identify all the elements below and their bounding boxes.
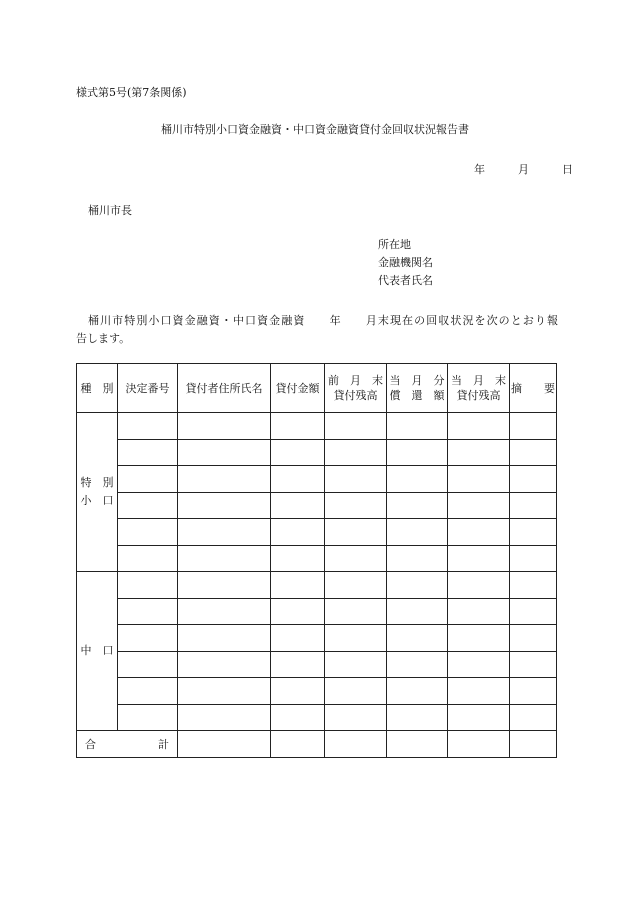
table-cell[interactable] [448, 439, 510, 466]
repayment-status-table [76, 363, 557, 758]
total-row [77, 731, 557, 758]
table-cell[interactable] [510, 439, 557, 466]
table-cell[interactable] [448, 413, 510, 440]
table-cell[interactable] [178, 625, 271, 652]
header-repayment [387, 364, 448, 413]
table-cell[interactable] [387, 413, 448, 440]
header-repayment-line1: 当 月 分 [389, 374, 445, 387]
header-decision-number: 決定番号 [118, 364, 178, 413]
table-row [77, 678, 557, 705]
table-cell[interactable] [325, 625, 387, 652]
table-cell[interactable] [510, 678, 557, 705]
table-cell[interactable] [271, 519, 325, 546]
header-loan-amount: 貸付金額 [271, 364, 325, 413]
table-cell[interactable] [118, 572, 178, 599]
date-month: 月 [518, 163, 529, 176]
table-cell[interactable] [178, 466, 271, 493]
table-cell[interactable] [118, 598, 178, 625]
category-special-line2: 小 口 [80, 494, 114, 507]
table-cell[interactable] [178, 651, 271, 678]
table-cell[interactable] [178, 492, 271, 519]
category-special-line1: 特 別 [80, 476, 114, 489]
document-title: 桶川市特別小口資金融資・中口資金融資貸付金回収状況報告書 [161, 123, 469, 136]
table-cell[interactable] [325, 492, 387, 519]
table-cell[interactable] [448, 704, 510, 731]
table-cell[interactable] [271, 413, 325, 440]
table-cell[interactable] [271, 678, 325, 705]
table-cell[interactable] [387, 572, 448, 599]
total-prev-balance-cell[interactable] [325, 731, 387, 758]
table-cell[interactable] [118, 466, 178, 493]
table-cell[interactable] [387, 519, 448, 546]
representative-label: 代表者氏名 [378, 274, 433, 287]
statement-line-1: 桶川市特別小口資金融資・中口資金融資 年 月末現在の回収状況を次のとおり報 [88, 314, 558, 327]
table-cell[interactable] [178, 413, 271, 440]
table-cell[interactable] [118, 519, 178, 546]
table-cell[interactable] [118, 492, 178, 519]
table-cell[interactable] [178, 545, 271, 572]
table-cell[interactable] [510, 519, 557, 546]
header-curr-balance [448, 364, 510, 413]
table-cell[interactable] [510, 413, 557, 440]
total-curr-balance-cell[interactable] [448, 731, 510, 758]
header-borrower: 貸付者住所氏名 [178, 364, 271, 413]
table-cell[interactable] [178, 678, 271, 705]
sender-block [378, 236, 433, 290]
category-middle: 中 口 [77, 572, 118, 731]
table-cell[interactable] [271, 598, 325, 625]
table-row [77, 704, 557, 731]
table-cell[interactable] [325, 466, 387, 493]
date-line [474, 161, 573, 177]
table-cell[interactable] [448, 466, 510, 493]
table-cell[interactable] [118, 704, 178, 731]
date-year: 年 [474, 163, 485, 176]
table-cell[interactable] [178, 704, 271, 731]
table-cell[interactable] [510, 704, 557, 731]
total-label-part1: 合 [85, 737, 96, 751]
table-cell[interactable] [271, 572, 325, 599]
table-cell[interactable] [271, 625, 325, 652]
table-cell[interactable] [387, 598, 448, 625]
table-cell[interactable] [325, 704, 387, 731]
table-row [77, 413, 557, 440]
table-cell[interactable] [448, 678, 510, 705]
table-cell[interactable] [448, 651, 510, 678]
statement-line-2: 告します。 [76, 332, 131, 345]
table-cell[interactable] [387, 651, 448, 678]
header-curr-balance-line1: 当 月 末 [451, 374, 506, 387]
table-cell[interactable] [325, 678, 387, 705]
table-cell[interactable] [178, 598, 271, 625]
table-cell[interactable] [325, 413, 387, 440]
total-borrower-cell[interactable] [178, 731, 271, 758]
table-cell[interactable] [271, 466, 325, 493]
table-cell[interactable] [448, 572, 510, 599]
table-cell[interactable] [325, 545, 387, 572]
table-cell[interactable] [387, 545, 448, 572]
total-label [77, 731, 178, 758]
table-cell[interactable] [448, 519, 510, 546]
header-prev-balance-line2: 貸付残高 [333, 389, 378, 402]
header-prev-balance-line1: 前 月 末 [328, 374, 383, 387]
table-cell[interactable] [448, 625, 510, 652]
table-cell[interactable] [510, 598, 557, 625]
date-day: 日 [562, 163, 573, 176]
table-cell[interactable] [178, 572, 271, 599]
table-cell[interactable] [178, 519, 271, 546]
table-cell[interactable] [387, 704, 448, 731]
table-cell[interactable] [387, 466, 448, 493]
table-cell[interactable] [510, 572, 557, 599]
table-cell[interactable] [448, 545, 510, 572]
report-statement [76, 312, 558, 348]
table-cell[interactable] [387, 439, 448, 466]
table-cell[interactable] [118, 439, 178, 466]
table-row [77, 439, 557, 466]
table-cell[interactable] [387, 625, 448, 652]
table-cell[interactable] [448, 492, 510, 519]
table-cell[interactable] [178, 439, 271, 466]
total-label-part2: 計 [158, 737, 169, 751]
address-label: 所在地 [378, 238, 411, 251]
table-cell[interactable] [325, 439, 387, 466]
table-row [77, 492, 557, 519]
table-cell[interactable] [271, 492, 325, 519]
header-prev-balance [325, 364, 387, 413]
table-cell[interactable] [271, 704, 325, 731]
total-repayment-cell[interactable] [387, 731, 448, 758]
table-cell[interactable] [510, 545, 557, 572]
addressee: 桶川市長 [88, 204, 132, 217]
table-cell[interactable] [271, 439, 325, 466]
table-cell[interactable] [118, 413, 178, 440]
table-cell[interactable] [510, 492, 557, 519]
total-loan-amount-cell[interactable] [271, 731, 325, 758]
table-header-row [77, 364, 557, 413]
category-special-small [77, 413, 118, 572]
header-category: 種 別 [77, 364, 118, 413]
table-row [77, 598, 557, 625]
table-cell[interactable] [387, 678, 448, 705]
table-cell[interactable] [448, 598, 510, 625]
table-cell[interactable] [510, 466, 557, 493]
table-cell[interactable] [325, 598, 387, 625]
table-cell[interactable] [271, 545, 325, 572]
table-cell[interactable] [325, 519, 387, 546]
header-curr-balance-line2: 貸付残高 [456, 389, 501, 402]
table-row [77, 545, 557, 572]
table-row [77, 651, 557, 678]
table-cell[interactable] [325, 651, 387, 678]
table-row [77, 466, 557, 493]
table-cell[interactable] [271, 651, 325, 678]
table-cell[interactable] [325, 572, 387, 599]
institution-label: 金融機関名 [378, 256, 433, 269]
form-number: 様式第5号(第7条関係) [76, 86, 187, 99]
header-repayment-line2: 償 還 額 [389, 389, 445, 402]
table-row [77, 625, 557, 652]
table-cell[interactable] [387, 492, 448, 519]
table-row [77, 572, 557, 599]
header-remarks: 摘 要 [510, 364, 557, 413]
table-cell[interactable] [118, 625, 178, 652]
table-cell[interactable] [510, 625, 557, 652]
table-cell[interactable] [118, 678, 178, 705]
table-cell[interactable] [118, 651, 178, 678]
table-cell[interactable] [510, 651, 557, 678]
table-cell[interactable] [118, 545, 178, 572]
total-remarks-cell[interactable] [510, 731, 557, 758]
table-row [77, 519, 557, 546]
